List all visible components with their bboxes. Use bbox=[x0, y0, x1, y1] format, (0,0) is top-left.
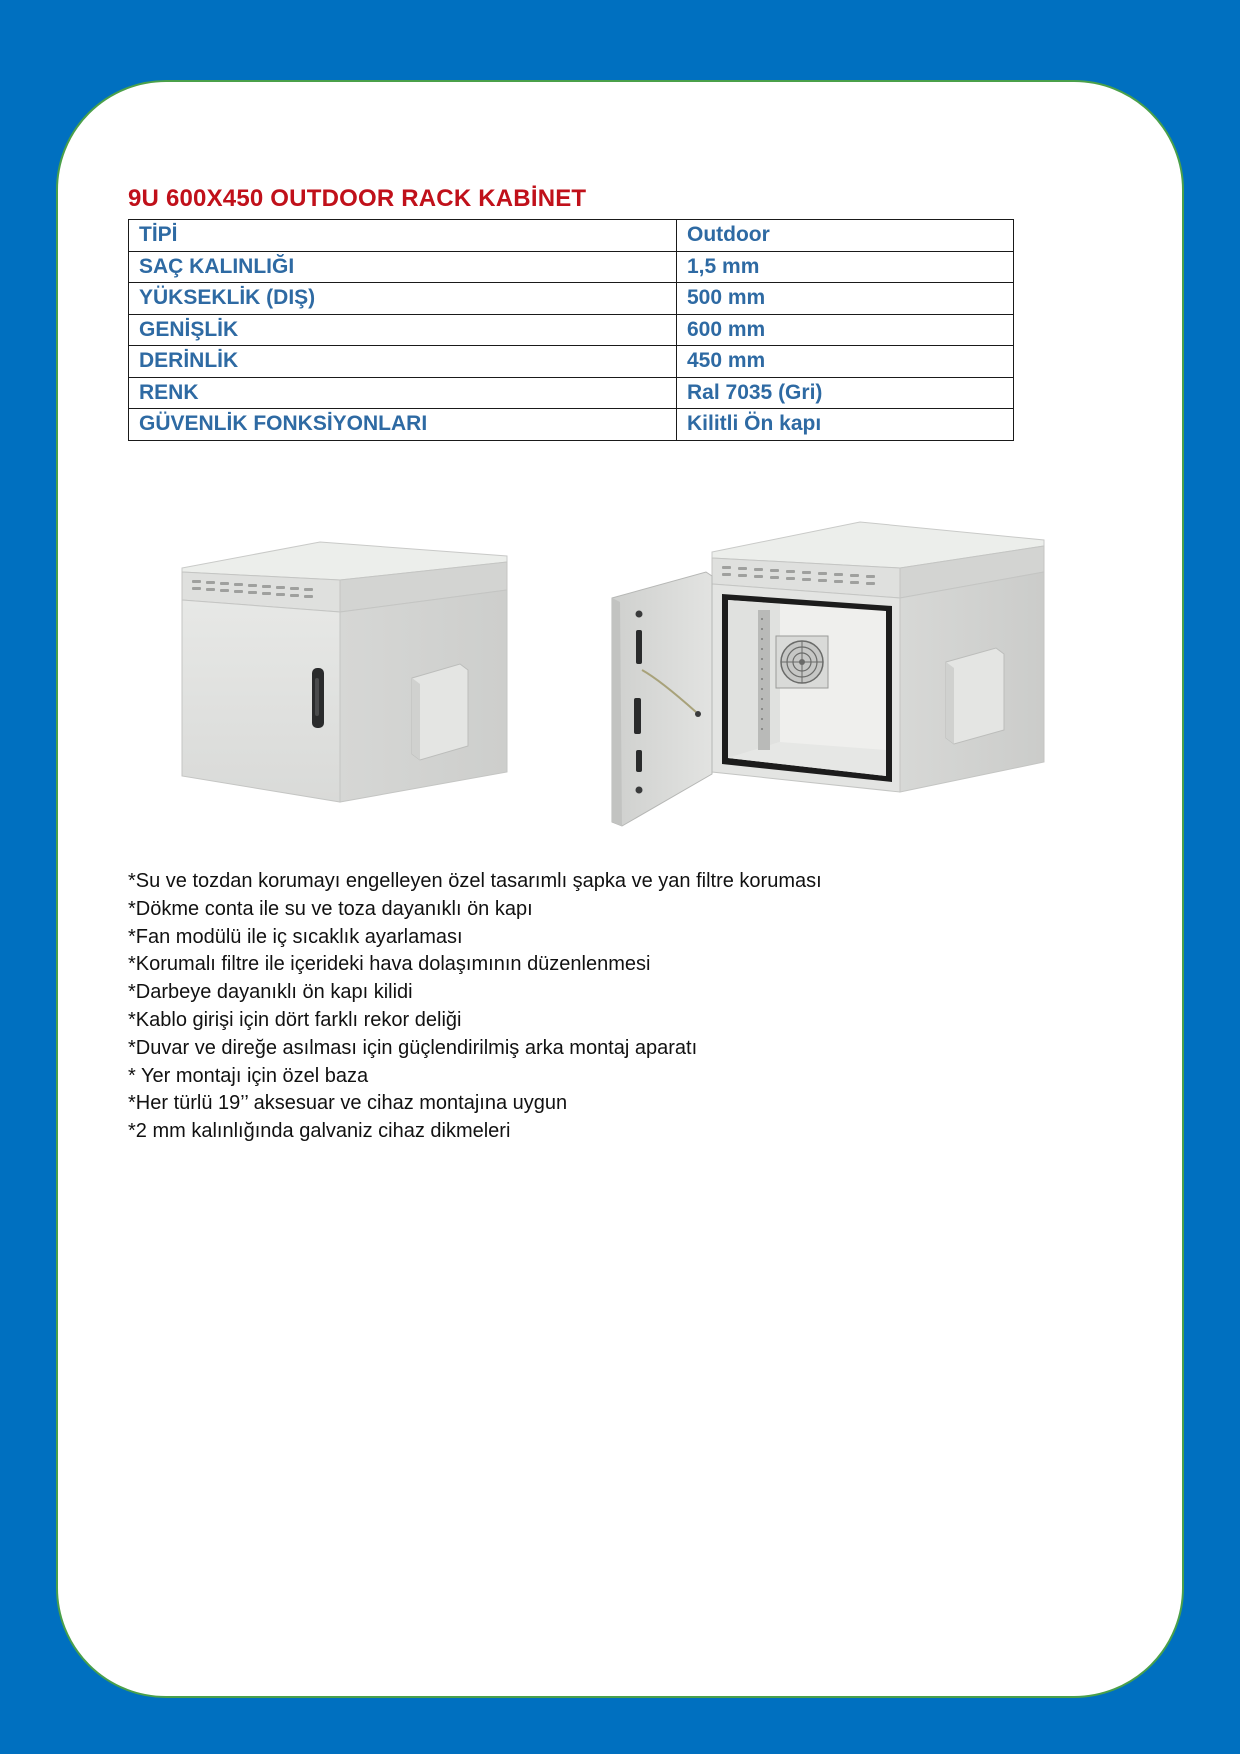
spec-value: Outdoor bbox=[677, 220, 1014, 252]
spec-label: GÜVENLİK FONKSİYONLARI bbox=[129, 409, 677, 441]
feature-item: *Dökme conta ile su ve toza dayanıklı ön kapı bbox=[128, 897, 533, 920]
feature-item: *Korumalı filtre ile içerideki hava dolaşımının düzenlenmesi bbox=[128, 953, 651, 976]
spec-row bbox=[129, 220, 1014, 252]
spec-row bbox=[129, 409, 1014, 441]
feature-list bbox=[128, 868, 822, 1146]
spec-value: 450 mm bbox=[677, 346, 1014, 378]
feature-item: *Kablo girişi için dört farklı rekor deliği bbox=[128, 1008, 462, 1031]
feature-item: *Su ve tozdan korumayı engelleyen özel tasarımlı şapka ve yan filtre koruması bbox=[128, 870, 822, 892]
spec-value: 500 mm bbox=[677, 283, 1014, 315]
feature-item: *Fan modülü ile iç sıcaklık ayarlaması bbox=[128, 925, 463, 948]
spec-value: 1,5 mm bbox=[677, 251, 1014, 283]
product-title: 9U 600X450 OUTDOOR RACK KABİNET bbox=[128, 185, 587, 212]
spec-value: Ral 7035 (Gri) bbox=[677, 377, 1014, 409]
spec-label: SAÇ KALINLIĞI bbox=[129, 251, 677, 283]
spec-label: RENK bbox=[129, 377, 677, 409]
feature-item: * Yer montajı için özel baza bbox=[128, 1064, 369, 1087]
spec-value: Kilitli Ön kapı bbox=[677, 409, 1014, 441]
spec-value: 600 mm bbox=[677, 314, 1014, 346]
feature-item: *Darbeye dayanıklı ön kapı kilidi bbox=[128, 981, 413, 1004]
spec-row bbox=[129, 251, 1014, 283]
spec-row bbox=[129, 283, 1014, 315]
feature-item: *2 mm kalınlığında galvaniz cihaz dikmeleri bbox=[128, 1120, 511, 1143]
spec-table bbox=[128, 219, 1014, 441]
feature-item: *Her türlü 19’’ aksesuar ve cihaz montajına uygun bbox=[128, 1092, 568, 1115]
spec-row bbox=[129, 377, 1014, 409]
spec-row bbox=[129, 314, 1014, 346]
cabinet-open-image bbox=[600, 510, 1060, 830]
spec-row bbox=[129, 346, 1014, 378]
cabinet-closed-image bbox=[160, 520, 520, 820]
feature-item: *Duvar ve direğe asılması için güçlendirilmiş arka montaj aparatı bbox=[128, 1036, 698, 1059]
spec-label: YÜKSEKLİK (DIŞ) bbox=[129, 283, 677, 315]
spec-label: DERİNLİK bbox=[129, 346, 677, 378]
spec-label: TİPİ bbox=[129, 220, 677, 252]
spec-label: GENİŞLİK bbox=[129, 314, 677, 346]
